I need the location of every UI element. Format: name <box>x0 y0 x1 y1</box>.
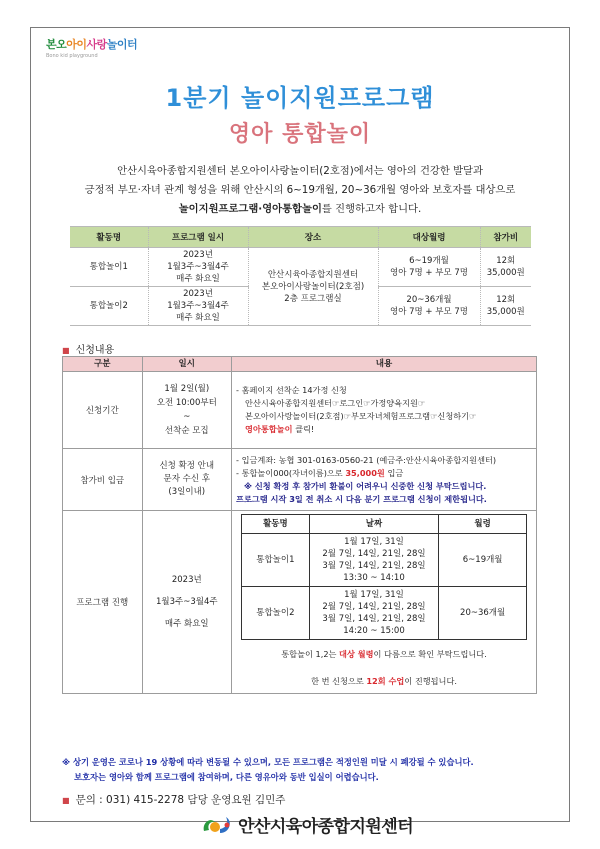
content-text: - 통합놀이000(자녀이름)으로 <box>236 467 346 478</box>
intro-text: 를 진행하고자 합니다. <box>321 203 422 215</box>
date-line: 매주 화요일 <box>164 619 209 629</box>
column-header: 프로그램 일시 <box>148 227 248 248</box>
fee-line: 35,000원 <box>486 307 525 317</box>
intro-line: 안산시육아종합지원센터 본오아이사랑놀이터(2호점)에서는 영아의 건강한 발달과 <box>117 165 483 177</box>
logo-text-4: 놀이터 <box>106 38 138 51</box>
intro-bold-text: 놀이지원프로그램·영아통합놀이 <box>178 203 322 215</box>
date-line: 2월 7일, 14일, 21일, 28일 <box>322 549 426 559</box>
age-line: 영아 7명 + 부모 7명 <box>389 268 468 278</box>
notice-line: ※ 상기 운영은 코로나 19 상황에 따라 변동될 수 있으며, 모든 프로그램은 적정인원 미달 시 폐강될 수 있습니다. <box>62 757 474 767</box>
date-line: 1월3주~3월4주 <box>167 301 229 311</box>
content-line: 본오아이사랑놀이터(2호점)☞부모자녀체험프로그램☞신청하기☞ <box>245 411 477 421</box>
note-text: 이 다름으로 확인 부탁드립니다. <box>373 649 487 659</box>
date-line: 문자 수신 후 <box>163 474 210 484</box>
place-line: 본오아이사랑놀이터(2호점) <box>261 281 365 292</box>
content-text: 입금 <box>384 467 404 478</box>
logo-text-1: 본오 <box>46 38 67 51</box>
highlight-text: 35,000원 <box>345 467 385 478</box>
target-age <box>378 287 480 326</box>
target-age <box>378 248 480 287</box>
content-line: - 홈페이지 선착순 14가정 신청 <box>236 385 347 395</box>
schedule-dates <box>309 587 439 640</box>
date-line: 매주 화요일 <box>176 313 220 323</box>
date-line: (3일이내) <box>168 487 206 497</box>
date-line: 2023년 <box>183 250 213 260</box>
content-line <box>236 423 532 436</box>
column-header: 활동명 <box>242 515 310 534</box>
logo-text-2: 아이 <box>66 38 87 51</box>
date-line: 3월 7일, 14일, 21일, 28일 <box>322 561 426 571</box>
fee-line: 12회 <box>496 256 516 266</box>
bullet-square-icon: ■ <box>62 346 70 355</box>
program-date <box>148 248 248 287</box>
row-date <box>142 372 232 449</box>
content-line: 안산시육아종합지원센터☞로그인☞가정양육지원☞ <box>245 398 426 408</box>
table-header-row <box>242 515 527 534</box>
fee-line: 12회 <box>496 295 516 305</box>
org-emblem-icon <box>200 813 234 837</box>
page-title: 1분기 놀이지원프로그램 <box>165 84 435 112</box>
note-text: 이 진행됩니다. <box>404 676 457 686</box>
date-line: 2023년 <box>171 575 202 585</box>
highlight-text: 12회 수업 <box>366 676 405 686</box>
age-line: 영아 7명 + 부모 7명 <box>389 307 468 317</box>
warning-text: ※ 신청 확정 후 참가비 환불이 어려우니 신중한 신청 부탁드립니다. <box>244 480 487 491</box>
date-line: 2월 7일, 14일, 21일, 28일 <box>322 602 426 612</box>
row-content <box>232 449 537 511</box>
table-row <box>70 248 531 287</box>
target-age: 6~19개월 <box>439 534 527 587</box>
notice-block <box>62 755 474 785</box>
intro-paragraph <box>62 162 538 219</box>
activity-name: 통합놀이1 <box>70 248 148 287</box>
schedule-note <box>236 676 532 687</box>
column-header: 일시 <box>142 357 232 372</box>
highlight-text: 영아통합놀이 <box>245 424 293 434</box>
row-content <box>232 372 537 449</box>
content-text: 클릭! <box>292 424 315 434</box>
date-line: 오전 10:00부터 <box>156 398 217 408</box>
row-label: 참가비 입금 <box>63 449 143 511</box>
table-row <box>63 511 537 694</box>
column-header: 활동명 <box>70 227 148 248</box>
bullet-square-icon: ■ <box>62 796 70 805</box>
date-line: 3월 7일, 14일, 21일, 28일 <box>322 614 426 624</box>
page-subtitle: 영아 통합놀이 <box>228 122 372 147</box>
logo-text-3: 사랑 <box>86 38 107 51</box>
time-line: 13:30 ~ 14:10 <box>343 573 405 583</box>
fee <box>480 248 531 287</box>
schedule-table <box>241 514 527 640</box>
date-line: 1월3주~3월4주 <box>167 262 229 272</box>
row-label: 신청기간 <box>63 372 143 449</box>
column-header: 날짜 <box>309 515 439 534</box>
column-header: 내용 <box>232 357 537 372</box>
activity-name: 통합놀이2 <box>70 287 148 326</box>
activity-name: 통합놀이1 <box>242 534 310 587</box>
application-table <box>62 356 537 694</box>
warning-text: 프로그램 시작 3일 전 취소 시 다음 분기 프로그램 신청이 제한됩니다. <box>236 493 487 504</box>
column-header: 구분 <box>63 357 143 372</box>
section-heading-text: 신청내용 <box>75 345 115 356</box>
time-line: 14:20 ~ 15:00 <box>343 626 405 636</box>
org-footer-logo <box>200 812 413 837</box>
age-line: 6~19개월 <box>409 256 449 266</box>
row-date <box>142 511 232 694</box>
notice-line: 보호자는 영아와 함께 프로그램에 참여하며, 다른 영유아와 동반 입실이 어렵습니다. <box>74 772 379 782</box>
brand-logo <box>46 36 137 59</box>
row-label: 프로그램 진행 <box>63 511 143 694</box>
schedule-note <box>236 649 532 660</box>
intro-line <box>62 200 538 219</box>
content-line <box>236 467 532 480</box>
table-row <box>63 449 537 511</box>
note-text: 통합놀이 1,2는 <box>281 649 340 659</box>
column-header: 참가비 <box>480 227 531 248</box>
date-line: ~ <box>183 412 191 422</box>
program-date <box>148 287 248 326</box>
row-content <box>232 511 537 694</box>
activity-name: 통합놀이2 <box>242 587 310 640</box>
table-row <box>242 534 527 587</box>
column-header: 월령 <box>439 515 527 534</box>
age-line: 20~36개월 <box>406 295 452 305</box>
date-line: 신청 확정 안내 <box>159 461 215 471</box>
date-line: 1월 2일(월) <box>164 384 210 394</box>
table-row <box>242 587 527 640</box>
schedule-dates <box>309 534 439 587</box>
table-row <box>63 372 537 449</box>
place-line: 2층 프로그램실 <box>284 293 342 304</box>
note-text: 한 번 신청으로 <box>311 676 367 686</box>
content-line: - 입금계좌: 농협 301-0163-0560-21 (예금주:안산시육아종합지원센터) <box>236 454 497 465</box>
row-date <box>142 449 232 511</box>
section-heading <box>62 341 114 356</box>
org-name: 안산시육아종합지원센터 <box>238 817 414 837</box>
highlight-text: 대상 월령 <box>339 649 374 659</box>
table-header-row <box>70 227 531 248</box>
program-summary-table <box>70 226 531 326</box>
date-line: 1월3주~3월4주 <box>155 597 218 607</box>
date-line: 1월 17일, 31일 <box>344 590 404 600</box>
date-line: 2023년 <box>183 289 213 299</box>
date-line: 매주 화요일 <box>176 274 220 284</box>
date-line: 1월 17일, 31일 <box>344 537 404 547</box>
column-header: 장소 <box>248 227 378 248</box>
intro-line: 긍정적 부모·자녀 관계 형성을 위해 안산시의 6~19개월, 20~36개월 영아와 보호자를 대상으로 <box>84 184 516 196</box>
target-age: 20~36개월 <box>439 587 527 640</box>
date-line: 선착순 모집 <box>164 426 209 436</box>
table-header-row <box>63 357 537 372</box>
place-line: 안산시육아종합지원센터 <box>267 269 359 280</box>
contact-text: 문의 : 031) 415-2278 담당 운영요원 김민주 <box>75 794 286 806</box>
contact-info <box>62 792 285 807</box>
program-place <box>248 248 378 326</box>
fee <box>480 287 531 326</box>
logo-subtext: Bono kid playground <box>46 53 98 59</box>
fee-line: 35,000원 <box>486 268 525 278</box>
column-header: 대상월령 <box>378 227 480 248</box>
